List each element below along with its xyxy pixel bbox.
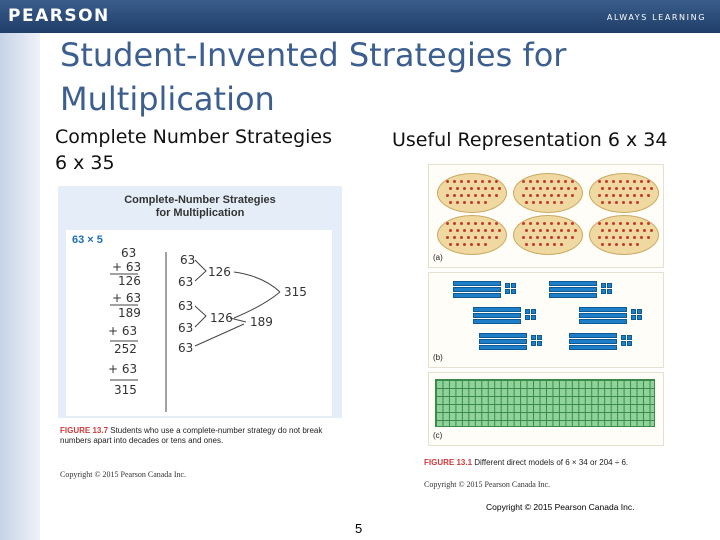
unit-cube xyxy=(531,341,536,346)
panel-a-label: (a) xyxy=(433,253,443,262)
right-figure-caption xyxy=(424,458,672,467)
partial-sum: 189 xyxy=(250,315,273,329)
col2-value: 63 xyxy=(178,341,194,355)
unit-cube xyxy=(607,289,612,294)
unit-cube xyxy=(627,341,632,346)
partial-sum: 126 xyxy=(208,265,231,279)
unit-cube xyxy=(601,289,606,294)
col1-value: 189 xyxy=(118,306,141,320)
combine-arrow xyxy=(195,324,244,346)
ten-rod xyxy=(569,345,617,350)
counter-ellipse xyxy=(437,215,507,255)
col1-value: 126 xyxy=(118,274,141,288)
ten-rod xyxy=(549,287,597,292)
unit-cube xyxy=(601,283,606,288)
right-figure-copyright: Copyright © 2015 Pearson Canada Inc. xyxy=(424,480,551,489)
panel-c xyxy=(428,372,664,446)
ten-rod xyxy=(479,333,527,338)
panel-b xyxy=(428,272,664,368)
unit-cube xyxy=(627,335,632,340)
col1-value: + 63 xyxy=(112,260,142,274)
unit-cube xyxy=(621,341,626,346)
problem-label: 63 × 5 xyxy=(72,234,103,246)
brand-tagline: ALWAYS LEARNING xyxy=(606,13,706,22)
col1-value: + 63 xyxy=(108,362,138,376)
header-bar xyxy=(0,0,720,33)
left-figure-title-line2: for Multiplication xyxy=(155,207,245,219)
left-figure-copyright: Copyright © 2015 Pearson Canada Inc. xyxy=(60,470,187,479)
left-figure-title-line1: Complete-Number Strategies xyxy=(124,194,276,206)
ten-rod xyxy=(569,339,617,344)
col1-value: + 63 xyxy=(108,324,138,338)
col1-value: + 63 xyxy=(112,291,142,305)
right-caption-label: FIGURE 13.1 xyxy=(424,458,473,467)
col2-value: 63 xyxy=(178,299,194,313)
unit-cube xyxy=(637,309,642,314)
col2-value: 63 xyxy=(178,275,194,289)
col2-value: 63 xyxy=(178,321,194,335)
bracket-arrow xyxy=(195,260,206,281)
ten-rod xyxy=(579,319,627,324)
unit-cube xyxy=(511,283,516,288)
ten-rod xyxy=(453,293,501,298)
left-heading xyxy=(55,124,332,176)
ten-rod xyxy=(579,313,627,318)
ten-rod xyxy=(569,333,617,338)
unit-cube xyxy=(631,309,636,314)
ten-rod xyxy=(473,307,521,312)
partial-sum: 126 xyxy=(210,311,233,325)
counter-ellipse xyxy=(589,173,659,213)
counter-ellipse xyxy=(589,215,659,255)
unit-cube xyxy=(525,315,530,320)
counter-ellipse xyxy=(437,173,507,213)
footer-copyright: Copyright © 2015 Pearson Canada Inc. xyxy=(486,502,635,512)
panel-c-label: (c) xyxy=(433,431,443,440)
unit-cube xyxy=(511,289,516,294)
unit-cube xyxy=(637,315,642,320)
left-figure-caption xyxy=(60,426,340,446)
panel-b-label: (b) xyxy=(433,353,443,362)
unit-cube xyxy=(531,335,536,340)
unit-cube xyxy=(531,315,536,320)
left-figure xyxy=(58,186,342,492)
ten-rod xyxy=(453,281,501,286)
page-number: 5 xyxy=(355,521,363,536)
left-heading-line2: 6 x 35 xyxy=(55,152,115,174)
col1-value: 63 xyxy=(121,246,137,260)
grid-cells xyxy=(435,379,655,427)
right-caption-text: Different direct models of 6 × 34 or 204 ÷ 6. xyxy=(474,458,629,467)
left-heading-line1: Complete Number Strategies xyxy=(55,126,333,148)
counter-ellipse xyxy=(513,173,583,213)
ten-rod xyxy=(479,345,527,350)
unit-cube xyxy=(607,283,612,288)
left-caption-label: FIGURE 13.7 xyxy=(60,426,109,435)
ten-rod xyxy=(479,339,527,344)
bracket-arrow xyxy=(195,306,206,327)
right-figure xyxy=(422,160,672,494)
ten-rod xyxy=(549,281,597,286)
col2-value: 63 xyxy=(180,253,196,267)
col1-value: 252 xyxy=(114,342,137,356)
ten-rod xyxy=(473,319,521,324)
panel-a xyxy=(428,164,664,268)
ten-rod xyxy=(579,307,627,312)
sidebar-gradient xyxy=(0,33,40,540)
unit-cube xyxy=(505,289,510,294)
slide-title: Student-Invented Strategies for Multiplication xyxy=(60,36,567,118)
partial-sum: 315 xyxy=(284,285,307,299)
unit-cube xyxy=(531,309,536,314)
col1-value: 315 xyxy=(114,383,137,397)
unit-cube xyxy=(537,341,542,346)
ten-rod xyxy=(549,293,597,298)
left-caption-text: Students who use a complete-number strategy do not break numbers apart into decades or tens and ones. xyxy=(60,426,323,445)
unit-cube xyxy=(525,309,530,314)
unit-cube xyxy=(537,335,542,340)
brand-logo: PEARSON xyxy=(8,6,110,26)
unit-cube xyxy=(631,315,636,320)
combine-arrow xyxy=(234,272,280,292)
counter-ellipse xyxy=(513,215,583,255)
right-heading: Useful Representation 6 x 34 xyxy=(392,129,668,151)
unit-cube xyxy=(505,283,510,288)
ten-rod xyxy=(473,313,521,318)
unit-cube xyxy=(621,335,626,340)
ten-rod xyxy=(453,287,501,292)
handwriting-svg xyxy=(58,186,342,418)
